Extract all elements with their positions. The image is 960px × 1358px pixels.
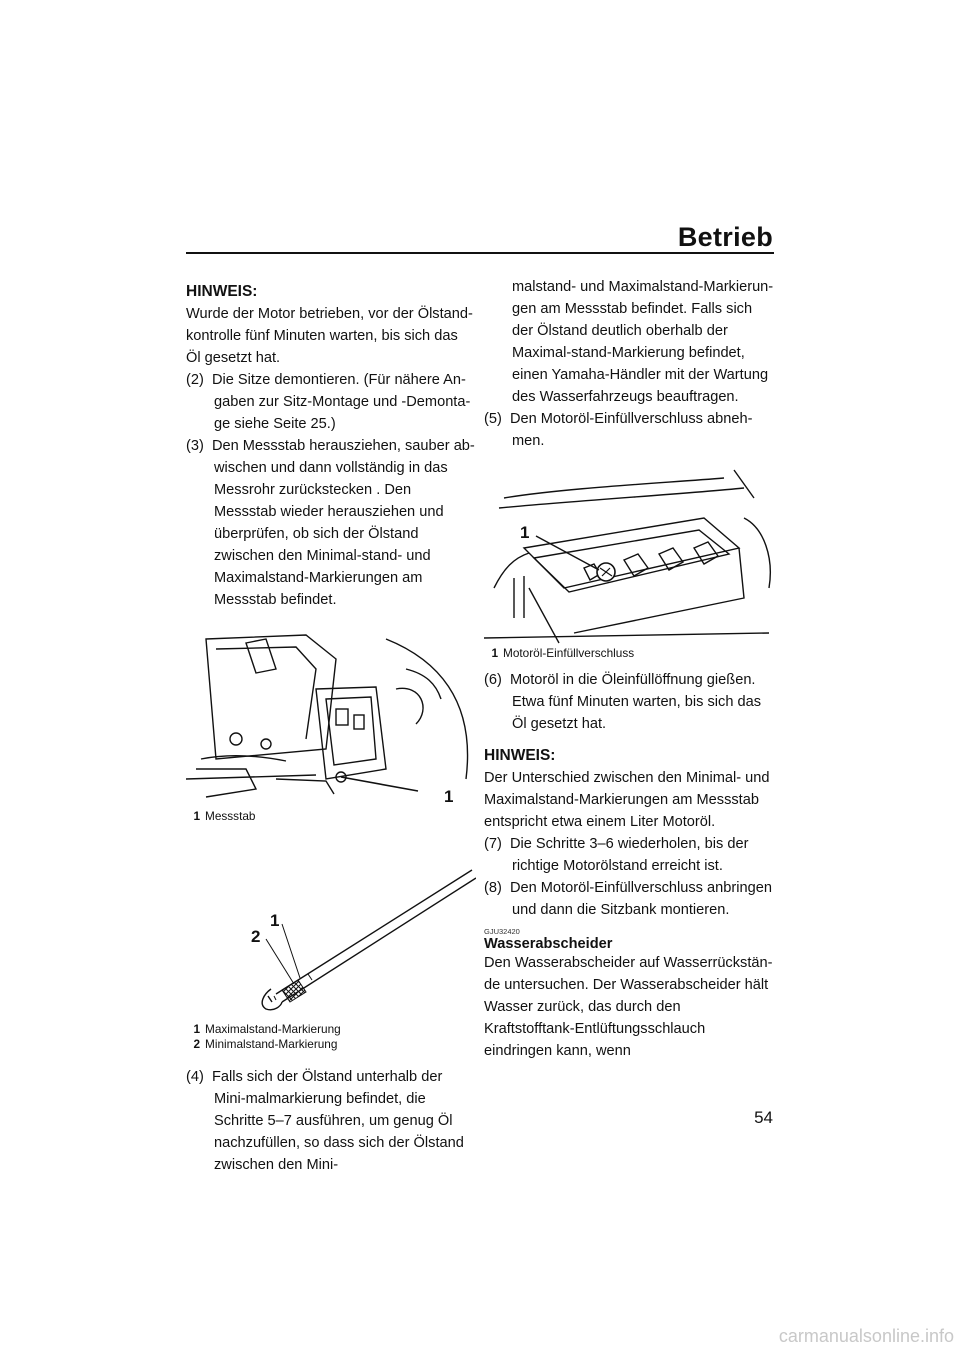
callout-1: 1	[270, 911, 280, 930]
callout-1: 1	[520, 523, 530, 542]
right-column	[484, 276, 774, 1062]
figure-dipstick-markings	[186, 844, 476, 1014]
figure-captions	[186, 1022, 476, 1052]
figure-caption: 1 Messstab	[193, 809, 256, 823]
step-5: (5) Den Motoröl-Einfüllverschluss abneh-men.	[484, 411, 753, 449]
figure-dipstick-location	[186, 629, 476, 805]
figure-oil-filler-cap	[484, 468, 774, 644]
step-3: (3) Den Messstab herausziehen, sauber ab-wischen und dann vollständig in das Messrohr zurückstecken . Den Messstab wieder herausziehen und überprüfen, ob sich der Ölstand zwischen den Minimal-stand- und Maximalstand-Markierungen am Messstab befindet.	[186, 438, 475, 608]
note-text: Wurde der Motor betrieben, vor der Ölstand-kontrolle fünf Minuten warten, bis sich das Öl gesetzt hat.	[186, 306, 473, 366]
page-title: Betrieb	[677, 222, 773, 252]
note-title: HINWEIS:	[484, 747, 556, 764]
section-text: Den Wasserabscheider auf Wasserrückstän-de untersuchen. Der Wasserabscheider hält Wasser zurück, das durch den Kraftstofftank-Entlüftungsschlauch eindringen kann, wenn	[484, 955, 773, 1059]
step-6: (6) Motoröl in die Öleinfüllöffnung gießen. Etwa fünf Minuten warten, bis sich das Öl gesetzt hat.	[484, 672, 762, 732]
step-8: (8) Den Motoröl-Einfüllverschluss anbringen und dann die Sitzbank montieren.	[484, 880, 772, 918]
figure-caption: 1 Motoröl-Einfüllverschluss	[491, 646, 635, 660]
header-rule	[186, 252, 774, 254]
caption-min-mark: 2 Minimalstand-Markierung	[193, 1037, 338, 1051]
step-7: (7) Die Schritte 3–6 wiederholen, bis der richtige Motorölstand erreicht ist.	[484, 836, 749, 874]
dipstick-illustration	[186, 844, 476, 1014]
section-code: GJU32420	[484, 927, 520, 936]
step-4: (4) Falls sich der Ölstand unterhalb der Mini-malmarkierung befindet, die Schritte 5–7 ausführen, um genug Öl nachzufüllen, so dass sich der Ölstand zwischen den Mini-	[186, 1069, 464, 1173]
callout-1: 1	[444, 787, 454, 805]
engine-cover-illustration	[484, 468, 774, 644]
note-title: HINWEIS:	[186, 283, 258, 300]
section-title: Wasserabscheider	[484, 936, 613, 952]
step-2: (2) Die Sitze demontieren. (Für nähere An-gaben zur Sitz-Montage und -Demonta-ge siehe Seite 25.)	[186, 372, 471, 432]
callout-2: 2	[251, 927, 261, 946]
engine-illustration	[186, 629, 476, 805]
watermark: carmanualsonline.info	[778, 1326, 954, 1346]
page-number: 54	[754, 1108, 773, 1127]
caption-max-mark: 1 Maximalstand-Markierung	[193, 1022, 341, 1036]
note-text: Der Unterschied zwischen den Minimal- und Maximalstand-Markierungen am Messstab entspricht etwa einem Liter Motoröl.	[484, 770, 770, 830]
left-column	[186, 276, 476, 1176]
step-4-continued: malstand- und Maximalstand-Markierun-gen am Messstab befindet. Falls sich der Ölstand deutlich oberhalb der Maximal-stand-Markierung befindet, einen Yamaha-Händler mit der Wartung des Wasserfahrzeugs beauftragen.	[512, 279, 774, 405]
